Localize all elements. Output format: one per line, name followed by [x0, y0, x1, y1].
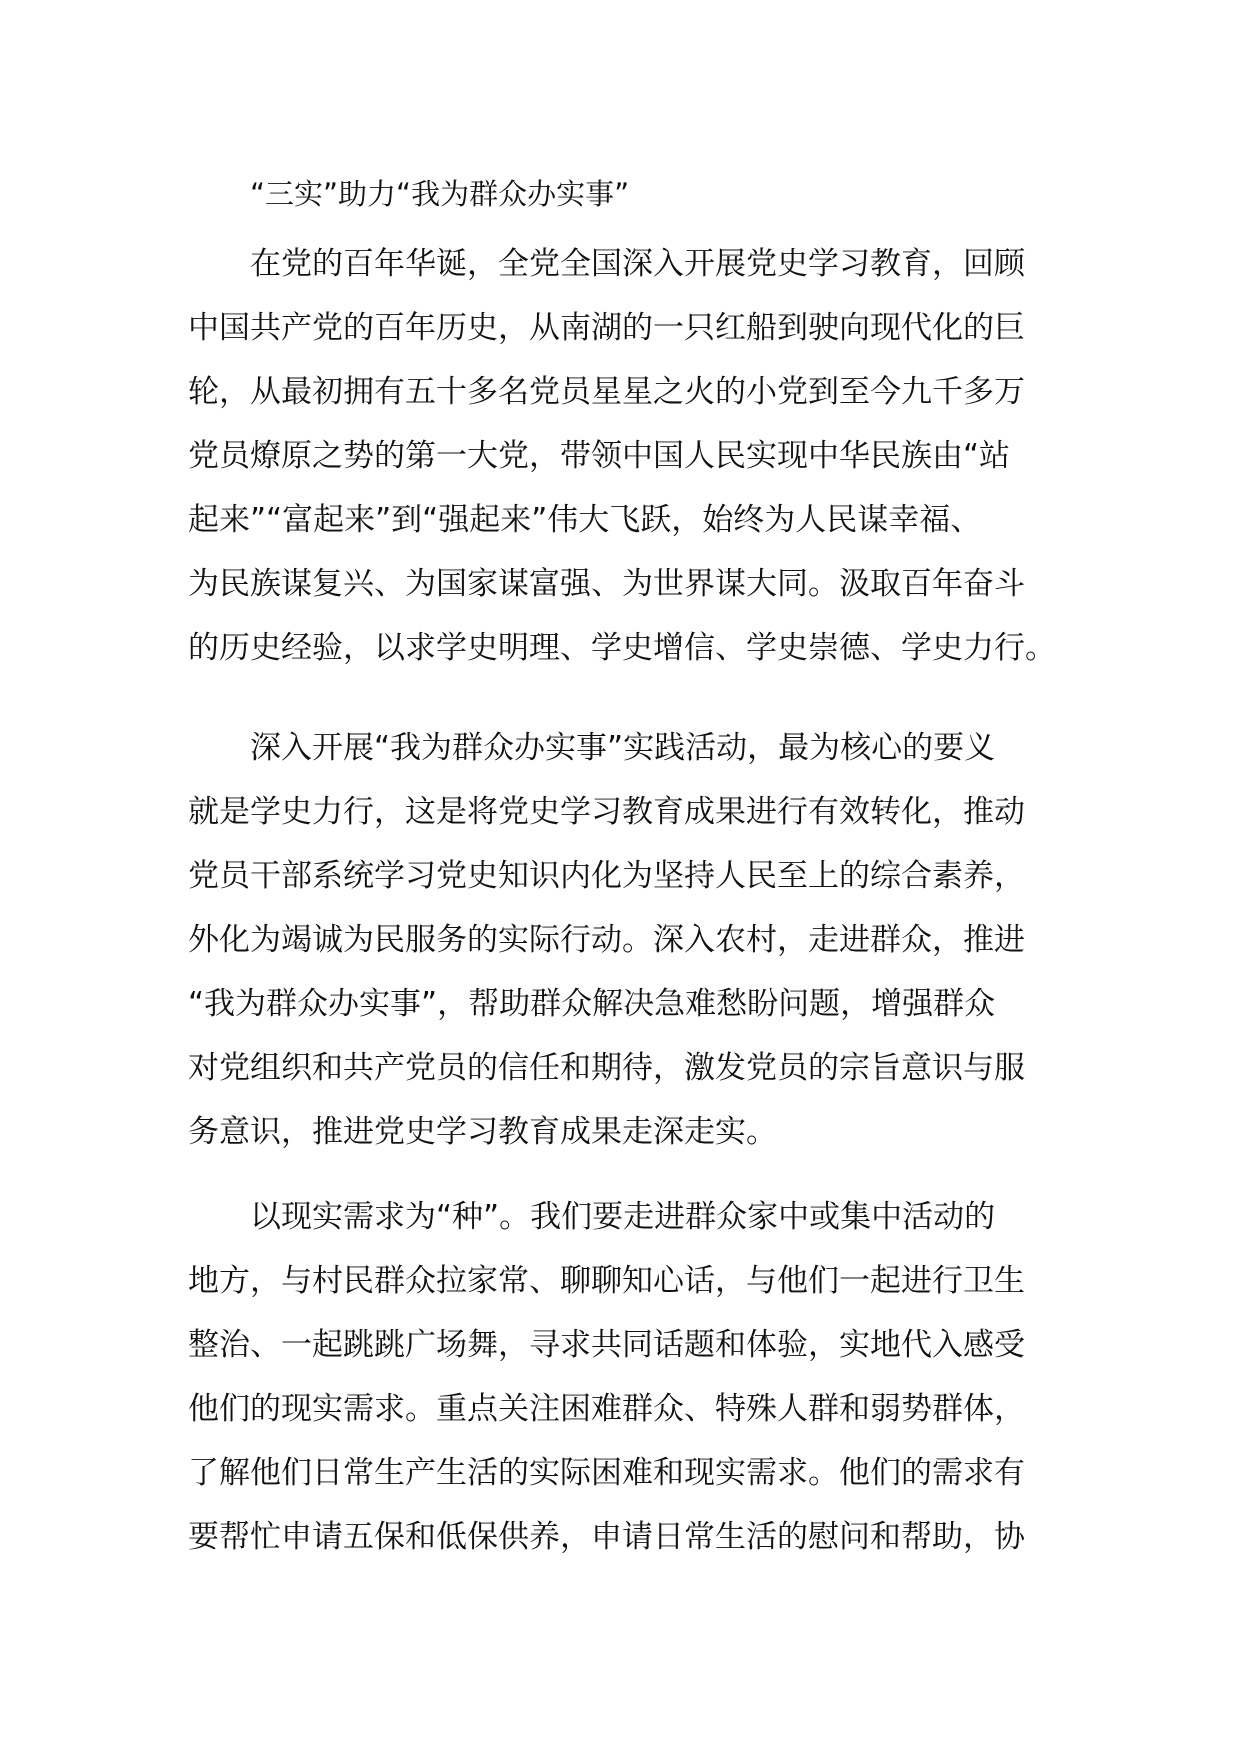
paragraph-line: 深入开展“我为群众办实事”实践活动，最为核心的要义 [250, 730, 996, 766]
paragraph-line: 起来”“富起来”到“强起来”伟大飞跃，始终为人民谋幸福、 [188, 502, 982, 538]
paragraph-line: 整治、一起跳跳广场舞，寻求共同话题和体验，实地代入感受 [188, 1327, 1025, 1363]
paragraph-line: 就是学史力行，这是将党史学习教育成果进行有效转化，推动 [188, 794, 1025, 830]
paragraph-line: 对党组织和共产党员的信任和期待，激发党员的宗旨意识与服 [188, 1050, 1025, 1086]
paragraph-line: 中国共产党的百年历史，从南湖的一只红船到驶向现代化的巨 [188, 310, 1025, 346]
paragraph-line: 他们的现实需求。重点关注困难群众、特殊人群和弱势群体， [188, 1391, 1025, 1427]
paragraph-line: 地方，与村民群众拉家常、聊聊知心话，与他们一起进行卫生 [188, 1263, 1025, 1299]
paragraph-line: 在党的百年华诞，全党全国深入开展党史学习教育，回顾 [250, 246, 1025, 282]
paragraph-1 [188, 232, 1068, 680]
paragraph-line: 外化为竭诚为民服务的实际行动。深入农村，走进群众，推进 [188, 922, 1025, 958]
paragraph-line: 务意识，推进党史学习教育成果走深走实。 [188, 1114, 777, 1150]
paragraph-line: 了解他们日常生产生活的实际困难和现实需求。他们的需求有 [188, 1455, 1025, 1491]
paragraph-line: 轮，从最初拥有五十多名党员星星之火的小党到至今九千多万 [188, 374, 1025, 410]
document-title: “三实”助力“我为群众办实事” [250, 177, 630, 211]
paragraph-3 [188, 1185, 1068, 1569]
paragraph-line: 党员燎原之势的第一大党，带领中国人民实现中华民族由“站 [188, 438, 1011, 474]
paragraph-line: 的历史经验，以求学史明理、学史增信、学史崇德、学史力行。 [188, 630, 1056, 666]
paragraph-line: 党员干部系统学习党史知识内化为坚持人民至上的综合素养， [188, 858, 1025, 894]
paragraph-line: 以现实需求为“种”。我们要走进群众家中或集中活动的 [250, 1199, 996, 1235]
paragraph-line: 要帮忙申请五保和低保供养，申请日常生活的慰问和帮助，协 [188, 1519, 1025, 1555]
paragraph-2 [188, 716, 1068, 1164]
paragraph-line: 为民族谋复兴、为国家谋富强、为世界谋大同。汲取百年奋斗 [188, 566, 1025, 602]
paragraph-line: “我为群众办实事”，帮助群众解决急难愁盼问题，增强群众 [188, 986, 996, 1022]
